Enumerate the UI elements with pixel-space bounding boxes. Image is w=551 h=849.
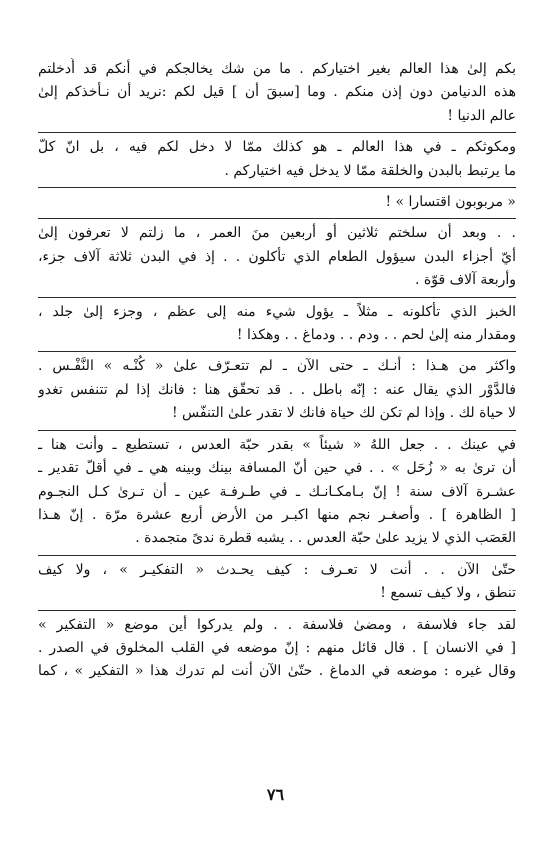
text-line: أيّ أجزاء البدن سيؤول الطعام الذي تأكلون . . إذ في البدن ثلاثة آلاف جزء، (38, 248, 516, 265)
text-line: [ في الانسان ] . قال قائل منهم : إنّ موضعه في القلب المخلوق في الصدر . (38, 639, 516, 656)
text-line: في عينك . . جعل اللهُ « شيئاً » بقدر حبّة العدس ، تستطيع ـ وأنت هنا ـ (38, 436, 516, 453)
text-line: . . وبعد أن سلختم ثلاثين أو أربعين منَ العمر ، ما زلتم لا تعرفون إلىٰ (38, 225, 516, 242)
text-line: العَصَب الذي لا يزيد علىٰ حبّة العدس . . يشبه قطرة ندىً متجمدة . (135, 530, 516, 547)
text-line: « مربوبون اقتسارا » ! (385, 194, 516, 211)
paragraph (38, 222, 516, 297)
text-line: [ الظاهرة ] . وأصغـر نجم منها اكبـر من الأرض أربع عشرة مرّة . إنّ هـذا (38, 506, 516, 523)
text-line: واكثر من هـذا : أنـك ـ حتى الآن ـ لم تتعـرّف علىٰ « كُنْـه » النَّفْـس . (38, 358, 516, 375)
text-line: لا حياة لك . وإذا لم تكن لك حياة فانك لا تقدر علىٰ التنفّس ! (171, 405, 516, 422)
text-line: ومكوثكم ـ في هذا العالم ـ هو كذلك ممّا لا دخل لكم فيه ، بل انّ كلّ (38, 139, 516, 156)
text-line: ومقدار منه إلىٰ لحم . . ودم . . ودماغ . . وهكذا ! (236, 327, 516, 344)
text-line: ما يرتبط بالبدن والخلقة ممّا لا يدخل فيه اختياركم . (224, 162, 516, 179)
page-number: ٧٦ (266, 785, 285, 804)
body-text (38, 58, 516, 691)
paragraph (38, 614, 516, 688)
paragraph (38, 355, 516, 430)
text-line: فالدَّوْر الذي يقال عنه : إنّه باطل . . قد تحقّق هنا : فانك إذا لم تتنفس تغدو (38, 381, 516, 398)
text-line: وقال غيره : موضعه في الدماغ . حتّىٰ الآن أنت لم تدرك هذا « التفكير » ، كما (38, 663, 516, 680)
text-line: هذه الدنيامن دون إذن منكم . وما [سبقَ أن ] قيل لكم :نريد أن نـأخذكم إلىٰ (38, 84, 516, 101)
paragraph (38, 58, 516, 133)
text-line: الخبز الذي تأكلونه ـ مثلاً ـ يؤول شيء منه إلى عظم ، وجزء إلىٰ جلد ، (38, 303, 516, 320)
text-line: وأربعة آلاف قوّة . (414, 272, 516, 289)
text-line: لقد جاء فلاسفة ، ومضىٰ فلاسفة . . ولم يدركوا أين موضع « التفكير » (38, 616, 516, 633)
text-line: بكم إلىٰ هذا العالم بغير اختياركم . ما من شك يخالجكم في أنكم قد أُدخلتم (38, 61, 516, 77)
paragraph (38, 559, 516, 611)
text-line: أن ترىٰ به « زُحَل » . . في حين أنّ المسافة بينك وبينه هي ـ في أقلّ تقدير ـ (38, 460, 516, 477)
paragraph (38, 136, 516, 188)
text-line: عالم الدنيا ! (447, 107, 516, 124)
paragraph (38, 191, 516, 219)
text-line: تنطق ، ولا كيف تسمع ! (380, 585, 516, 602)
text-line: عشـرة آلاف سنة ! إنّ بـامكـانـك ـ في طـرفـة عين ـ أن تـرىٰ كـل النجـوم (38, 483, 516, 500)
paragraph (38, 434, 516, 556)
paragraph (38, 301, 516, 353)
text-line: حتّىٰ الآن . . أنت لا تعـرف : كيف يحـدث « التفكيـر » ، ولا كيف (38, 561, 516, 578)
